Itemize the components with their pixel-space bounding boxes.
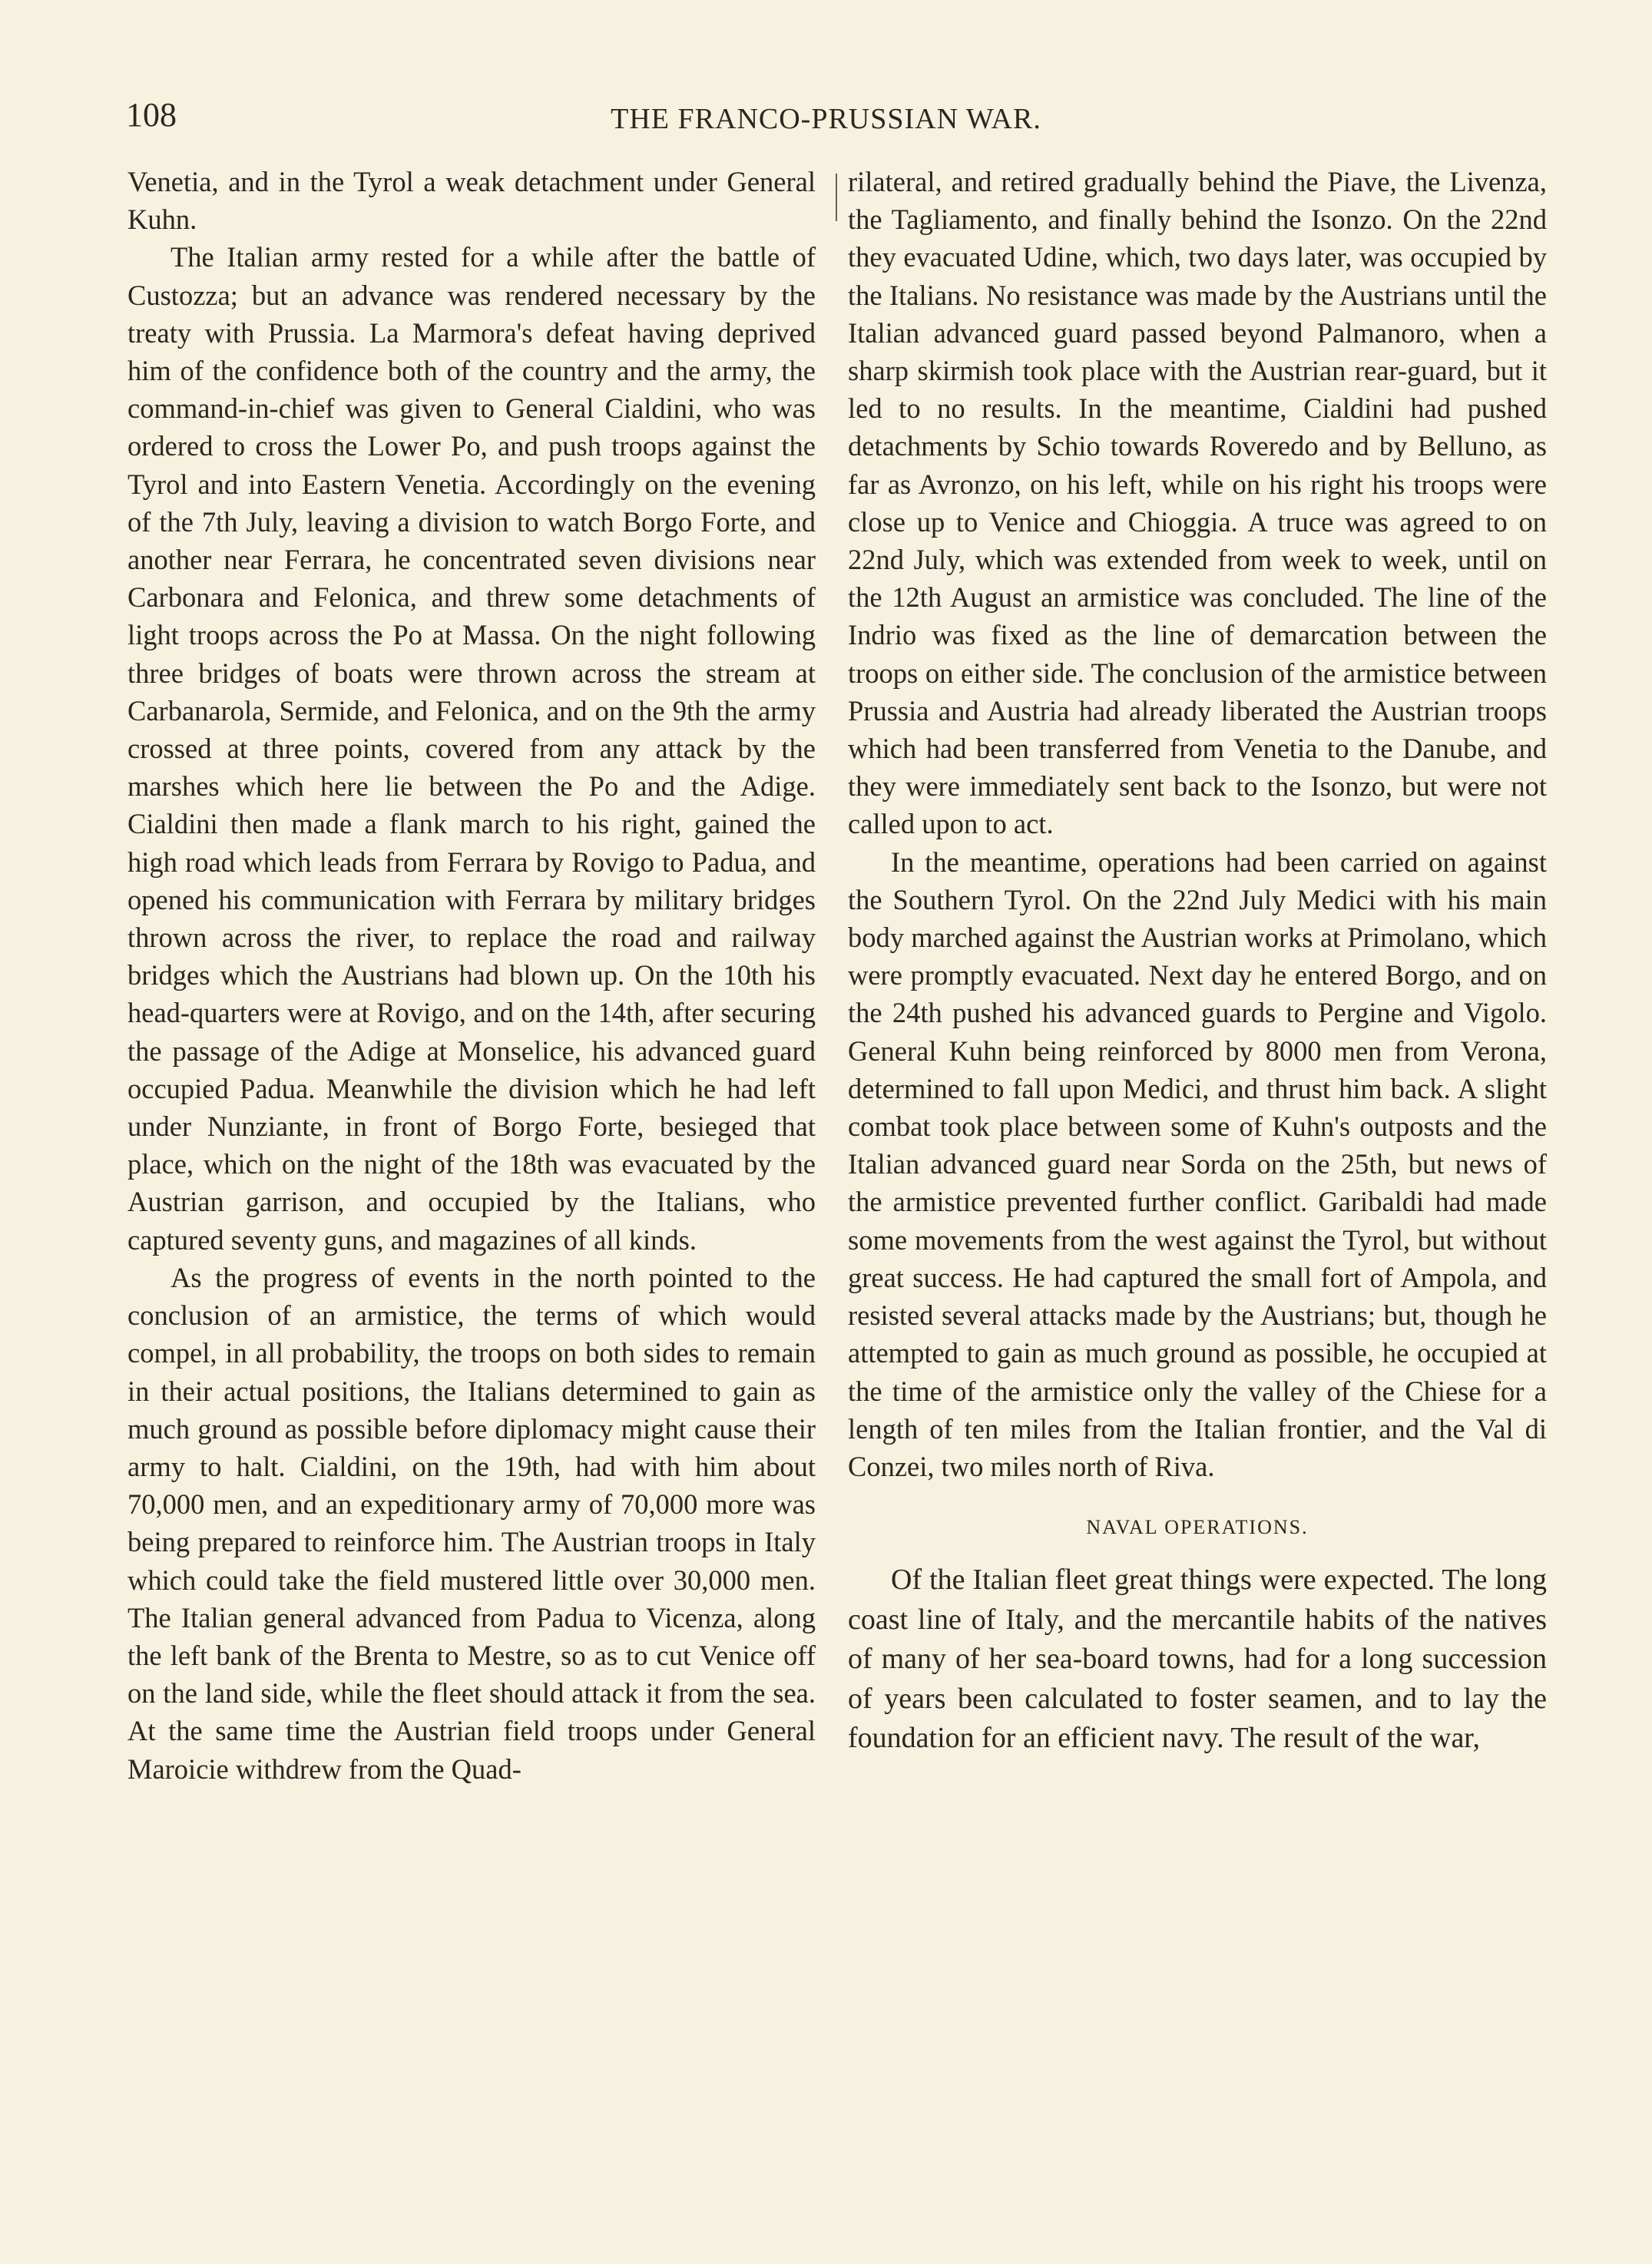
paragraph: Of the Italian fleet great things were expected. The long coast line of Italy, and the mercantile habits of the natives of many of her sea-board towns, had for a long succession of years been calculated to foster seamen, and to lay the foundation for an efficient navy. The result of the war, xyxy=(848,1564,1547,1755)
paragraph: In the meantime, operations had been carried on against the Southern Tyrol. On the 22nd July Medici with his main body marched against the Austrian works at Primolano, which were promptly evacuated. Next day he entered Borgo, and on the 24th pushed his advanced guards to Pergine and Vigolo. General Kuhn being reinforced by 8000 men from Verona, determined to fall upon Medici, and thrust him back. A slight combat took place between some of Kuhn's outposts and the Italian advanced guard near Sorda on the 25th, but news of the armistice prevented further conflict. Garibaldi had made some movements from the west against the Tyrol, but without great success. He had captured the small fort of Ampola, and resisted several attacks made by the Austrians; but, though he attempted to gain as much ground as possible, he occupied at the time of the armistice only the valley of the Chiese for a length of ten miles from the Italian frontier, and the Val di Conzei, two miles north of Riva. xyxy=(848,846,1547,1482)
column-divider xyxy=(836,174,837,221)
right-column xyxy=(848,163,1547,1759)
page-number: 108 xyxy=(126,96,177,134)
paragraph: As the progress of events in the north pointed to the conclusion of an armistice, the terms of which would compel, in all probability, the troops on both sides to remain in their actual positions, the Italians determined to gain as much ground as possible before diplomacy might cause their army to halt. Cialdini, on the 19th, had with him about 70,000 men, and an expeditionary army of 70,000 more was being prepared to reinforce him. The Austrian troops in Italy which could take the field mustered little over 30,000 men. The Italian general advanced from Padua to Vicenza, along the left bank of the Brenta to Mestre, so as to cut Venice off on the land side, while the fleet should attack it from the sea. At the same time the Austrian field troops under General Maroicie withdrew from the Quad- xyxy=(127,1261,816,1785)
paragraph: Venetia, and in the Tyrol a weak detachment under General Kuhn. xyxy=(127,166,816,236)
paragraph: rilateral, and retired gradually behind the Piave, the Livenza, the Tagliamento, and finally behind the Isonzo. On the 22nd they evacuated Udine, which, two days later, was occupied by the Italians. No resistance was made by the Austrians until the Italian advanced guard passed beyond Palmanoro, when a sharp skirmish took place with the Austrian rear-guard, but it led to no results. In the meantime, Cialdini had pushed detachments by Schio towards Roveredo and by Belluno, as far as Avronzo, on his left, while on his right his troops were close up to Venice and Chioggia. A truce was agreed to on 22nd July, which was extended from week to week, until on the 12th August an armistice was concluded. The line of the Indrio was fixed as the line of demarcation between the troops on either side. The conclusion of the armistice between Prussia and Austria had already liberated the Austrian troops which had been transferred from Venetia to the Danube, and they were immediately sent back to the Isonzo, but were not called upon to act. xyxy=(848,166,1547,840)
running-title: THE FRANCO-PRUSSIAN WAR. xyxy=(611,103,1041,135)
left-column xyxy=(127,163,816,1788)
section-heading: NAVAL OPERATIONS. xyxy=(1086,1516,1309,1539)
paragraph: The Italian army rested for a while after the battle of Custozza; but an advance was rendered necessary by the treaty with Prussia. La Marmora's defeat having deprived him of the confidence both of the country and the army, the command-in-chief was given to General Cialdini, who was ordered to cross the Lower Po, and push troops against the Tyrol and into Eastern Venetia. Accordingly on the evening of the 7th July, leaving a division to watch Borgo Forte, and another near Ferrara, he concentrated seven divisions near Carbonara and Felonica, and threw some detachments of light troops across the Po at Massa. On the night following three bridges of boats were thrown across the stream at Carbanarola, Sermide, and Felonica, and on the 9th the army crossed at three points, covered from any attack by the marshes which here lie between the Po and the Adige. Cialdini then made a flank march to his right, gained the high road which leads from Ferrara by Rovigo to Padua, and opened his communication with Ferrara by military bridges thrown across the river, to replace the road and railway bridges which the Austrians had blown up. On the 10th his head-quarters were at Rovigo, and on the 14th, after securing the passage of the Adige at Monselice, his advanced guard occupied Padua. Meanwhile the division which he had left under Nunziante, in front of Borgo Forte, besieged that place, which on the night of the 18th was evacuated by the Austrian garrison, and occupied by the Italians, who captured seventy guns, and magazines of all kinds. xyxy=(127,241,816,1256)
